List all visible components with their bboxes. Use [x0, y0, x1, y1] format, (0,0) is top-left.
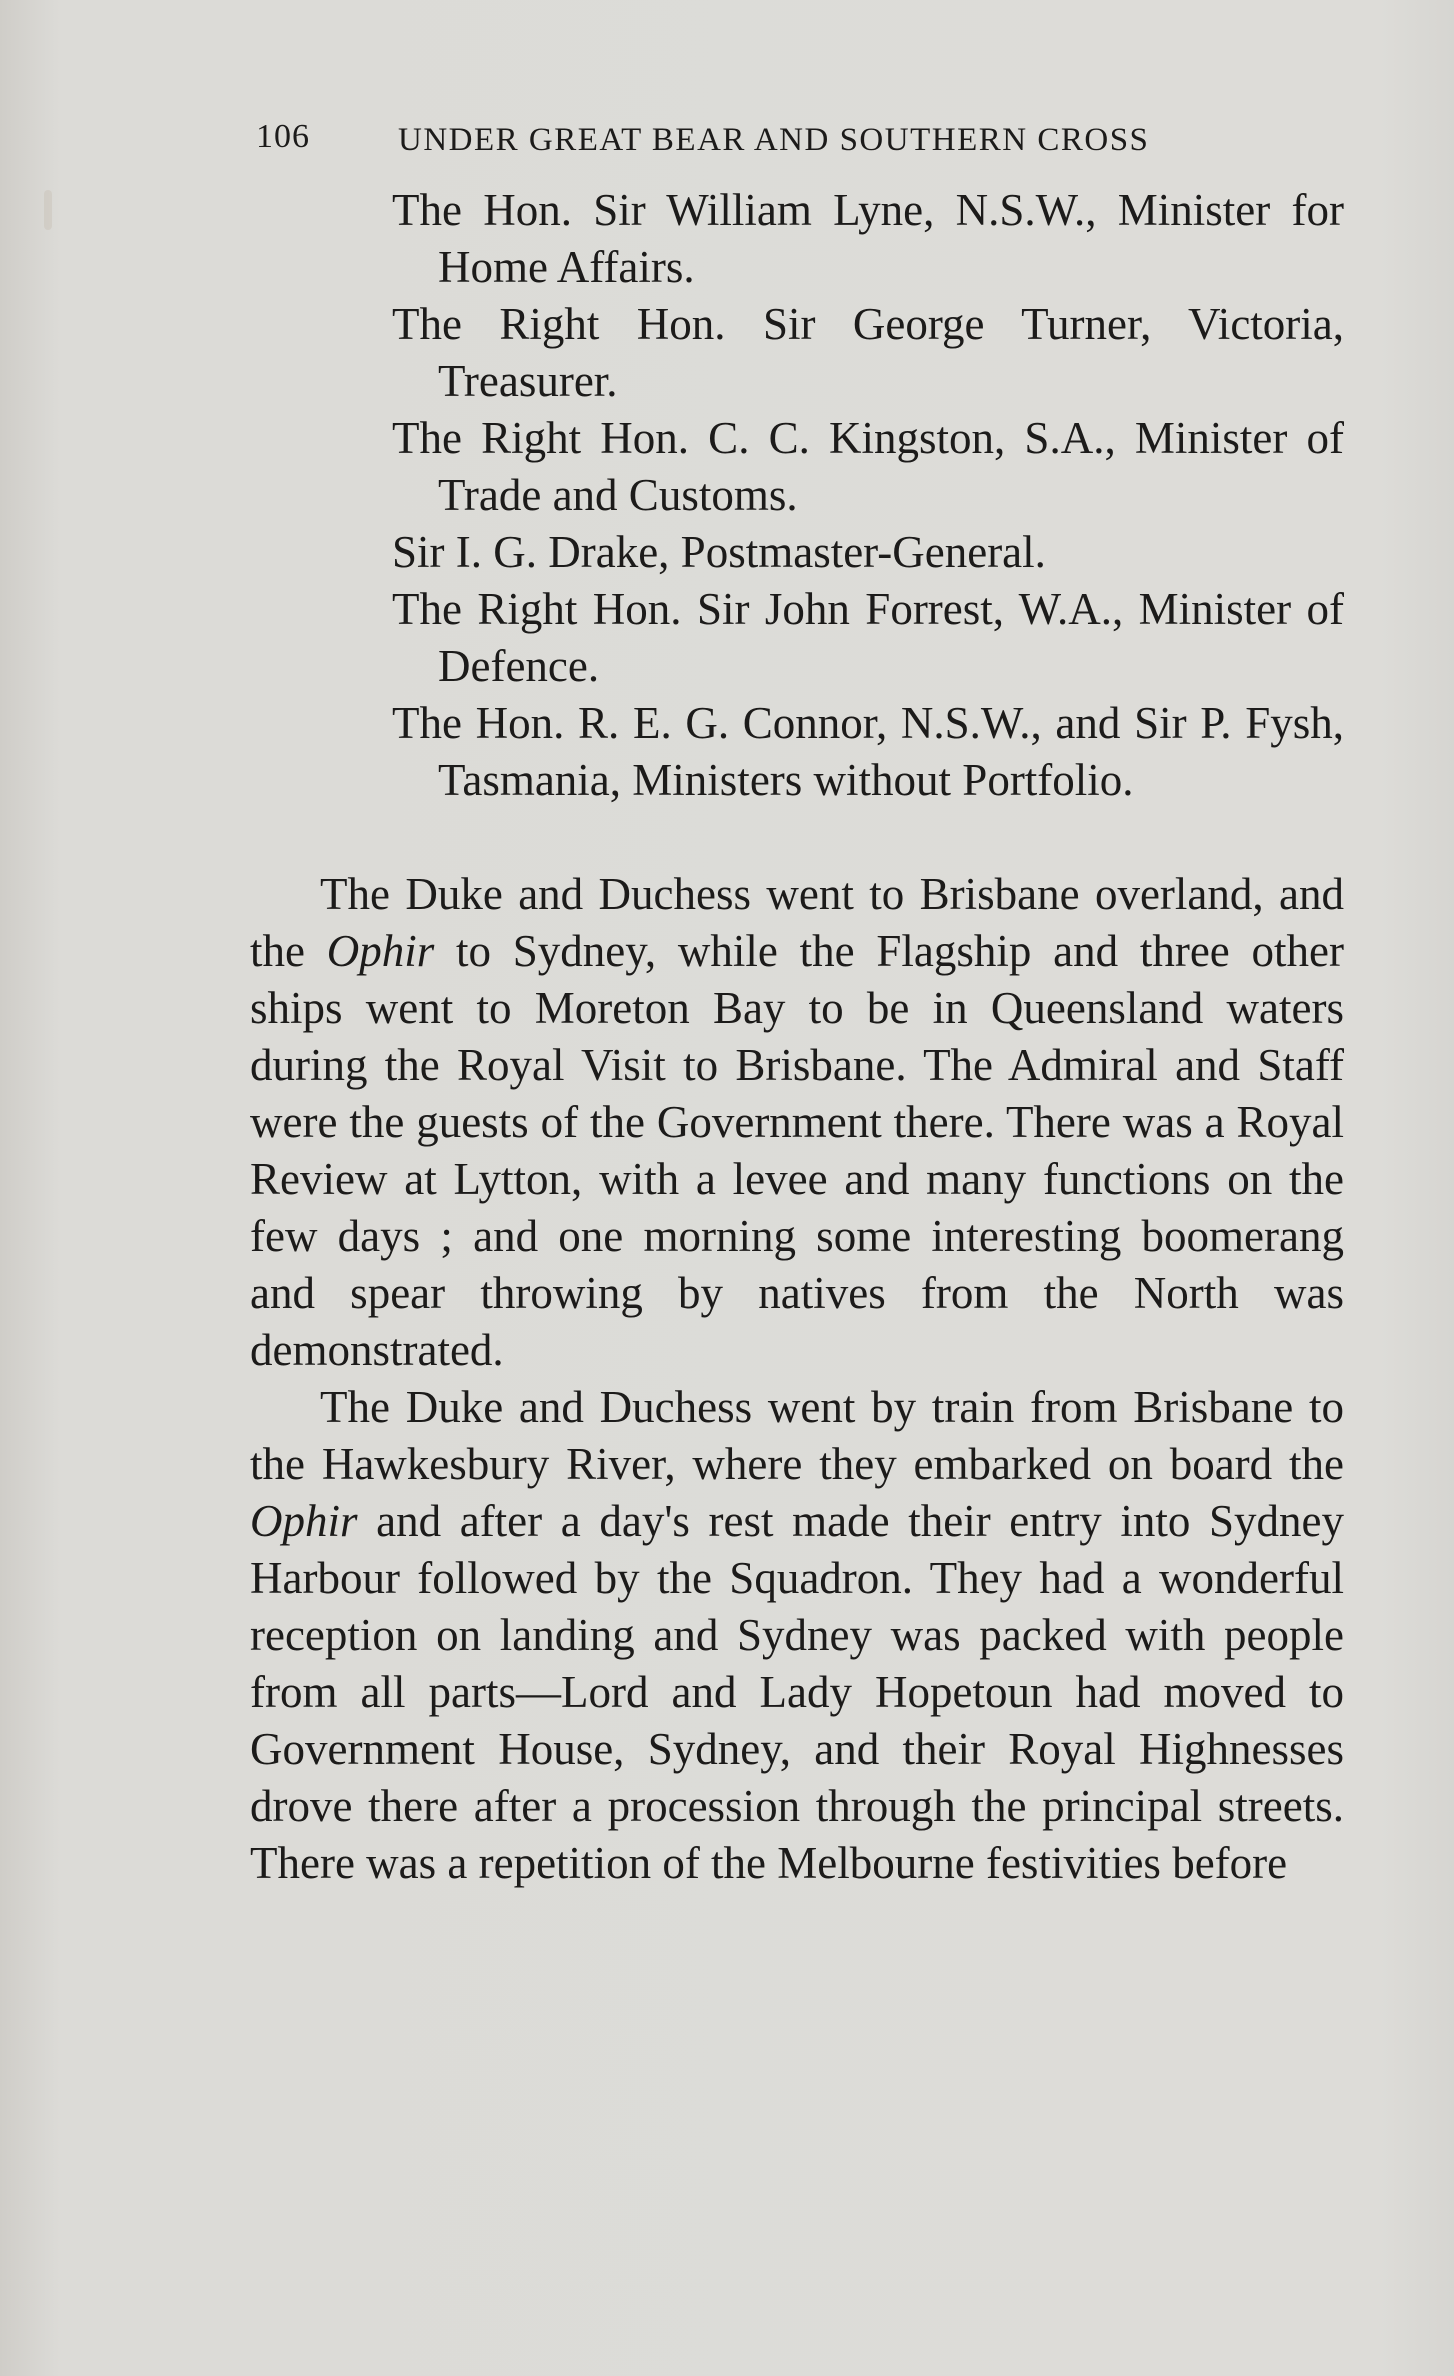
page-number: 106 — [256, 118, 310, 155]
paragraph-sydney — [250, 1379, 1344, 1892]
minister-entry: The Right Hon. Sir John Forrest, W.A., Minister of Defence. — [392, 584, 1344, 691]
paragraph-text: The Duke and Duchess went by train from Brisbane to the Hawkesbury River, where they embarked on board the — [250, 1382, 1344, 1489]
paragraph-brisbane — [250, 866, 1344, 1379]
ship-name: Ophir — [250, 1496, 358, 1546]
ship-name: Ophir — [326, 926, 435, 976]
running-head — [256, 118, 1346, 158]
minister-entry: The Right Hon. Sir George Turner, Victoria, Treasurer. — [392, 299, 1344, 406]
paragraph-text: to Sydney, while the Flagship and three other ships went to Moreton Bay to be in Queensland waters during the Royal Visit to Brisbane. The Admiral and Staff were the guests of the Government there. There was a Royal Review at Lytton, with a levee and many functions on the few days ; and one morning some interesting boomerang and spear throwing by natives from the North was demonstrated. — [250, 926, 1344, 1375]
minister-entry: The Right Hon. C. C. Kingston, S.A., Minister of Trade and Customs. — [392, 413, 1344, 520]
minister-entry: The Hon. R. E. G. Connor, N.S.W., and Sir P. Fysh, Tasmania, Ministers without Portfolio. — [392, 698, 1344, 805]
paragraph-text: and after a day's rest made their entry into Sydney Harbour followed by the Squadron. They had a wonderful reception on landing and Sydney was packed with people from all parts—Lord and Lady Hopetoun had moved to Government House, Sydney, and their Royal Highnesses drove there after a procession through the principal streets. There was a repetition of the Melbourne festivities before — [250, 1496, 1344, 1888]
paragraph-text: The Duke and Duchess went to Brisbane overland, and the — [250, 869, 1344, 976]
page-edge-stain — [44, 190, 52, 230]
ministers-list — [392, 182, 1344, 809]
minister-entry: Sir I. G. Drake, Postmaster-General. — [392, 527, 1046, 577]
running-title: UNDER GREAT BEAR AND SOUTHERN CROSS — [398, 122, 1150, 158]
body-text — [250, 866, 1344, 1892]
minister-entry: The Hon. Sir William Lyne, N.S.W., Minister for Home Affairs. — [392, 185, 1344, 292]
